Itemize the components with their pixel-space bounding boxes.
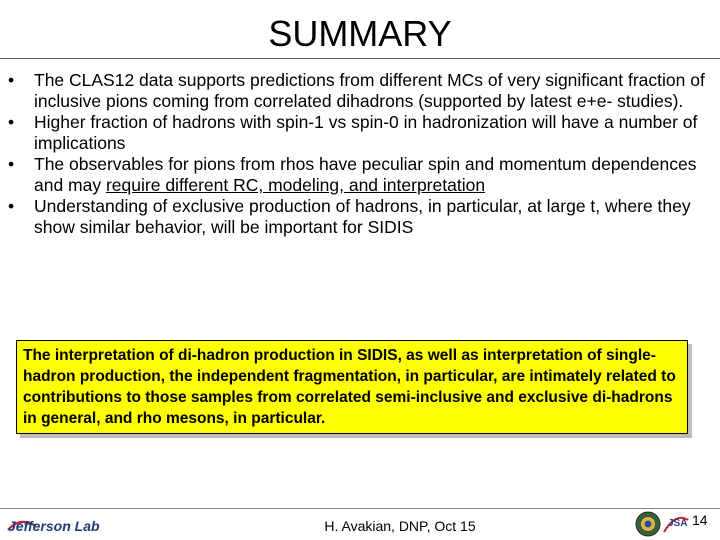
bullet-dot: • — [8, 70, 15, 90]
jsa-text: JSA — [668, 518, 688, 529]
slide-title: SUMMARY — [268, 13, 452, 54]
doe-seal-icon — [635, 511, 661, 537]
footer-author: H. Avakian, DNP, Oct 15 — [324, 518, 476, 534]
jsa-logo — [662, 510, 696, 536]
bullet-dot: • — [8, 196, 15, 216]
bullet-dot: • — [8, 112, 15, 132]
bullet-item — [0, 112, 712, 154]
title-divider — [0, 58, 720, 59]
highlight-box — [16, 340, 688, 434]
page-number: 14 — [692, 512, 708, 528]
bullet-list — [0, 70, 712, 238]
logo-text: Jefferson Lab — [8, 518, 100, 534]
bullet-text: Understanding of exclusive production of hadrons, in particular, at large t, where they show similar behavior, will be important for SIDIS — [34, 196, 691, 237]
bullet-text: The observables for pions from rhos have peculiar spin and momentum dependences and may — [34, 154, 697, 195]
bullet-text: Higher fraction of hadrons with spin-1 vs spin-0 in hadronization will have a number of implications — [34, 112, 698, 153]
jefferson-lab-logo — [6, 512, 136, 536]
bullet-item — [0, 154, 712, 196]
highlight-text: The interpretation of di-hadron production in SIDIS, as well as interpretation of single-hadron production, the independent fragmentation, in particular, are intimately related to contributions to those samples from correlated semi-inclusive and exclusive di-hadrons in general, and rho mesons, in particular. — [23, 347, 676, 427]
bullet-item — [0, 70, 712, 112]
bullet-text: The CLAS12 data supports predictions from different MCs of very significant fraction of inclusive pions coming from correlated dihadrons (supported by latest e+e- studies). — [34, 70, 705, 111]
bullet-underlined-text: require different RC, modeling, and interpretation — [105, 175, 486, 195]
footer-divider — [0, 508, 720, 509]
bullet-item — [0, 196, 712, 238]
bullet-dot: • — [8, 154, 15, 174]
